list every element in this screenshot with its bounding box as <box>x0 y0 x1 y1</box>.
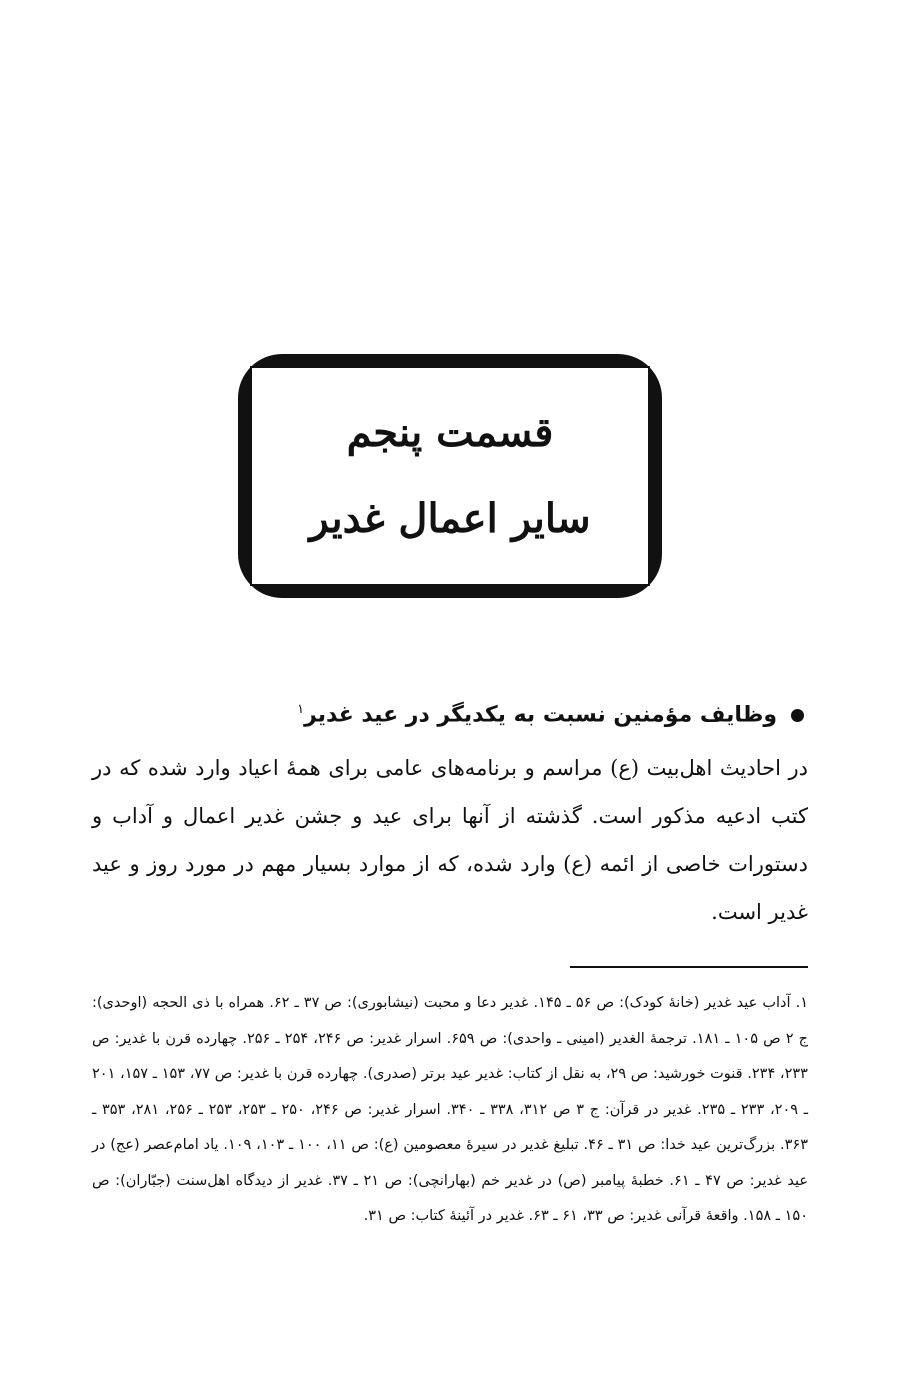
footnote-text: ۱. آداب عید غدیر (خانهٔ کودک): ص ۵۶ ـ ۱۴۵. غدیر دعا و محبت (نیشابوری): ص ۳۷ ـ ۶۲. همراه با ذی الحجه (اوحدی): ج ۲ ص ۱۰۵ ـ ۱۸۱. ترجمهٔ الغدیر (امینی ـ واحدی): ص ۶۵۹. اسرار غدیر: ص ۲۴۶، ۲۵۴ ـ ۲۵۶. چهارده قرن با غدیر: ص ۲۳۳، ۲۳۴. قنوت خورشید: ص ۲۹، به نقل از کتاب: غدیر عید برتر (صدری). چهارده قرن با غدیر: ص ۷۷، ۱۵۳ ـ ۱۵۷، ۲۰۱ ـ ۲۰۹، ۲۳۳ ـ ۲۳۵. غدیر در قرآن: ج ۳ ص ۳۱۲، ۳۳۸ ـ ۳۴۰. اسرار غدیر: ص ۲۴۶، ۲۵۰ ـ ۲۵۳، ۲۵۳ ـ ۲۵۶، ۲۸۱، ۳۵۳ ـ ۳۶۳. بزرگ‌ترین عید خدا: ص ۳۱ ـ ۴۶. تبلیغ غدیر در سیرهٔ معصومین (ع): ص ۱۱، ۱۰۰ ـ ۱۰۳، ۱۰۹. یاد امام‌عصر (عج) در عید غدیر: ص ۴۷ ـ ۶۱. خطبهٔ پیامبر (ص) در غدیر خم (بهارانچی): ص ۲۱ ـ ۳۷. غدیر از دیدگاه اهل‌سنت (جبّاران): ص ۱۵۰ ـ ۱۵۸. واقعهٔ قرآنی غدیر: ص ۳۳، ۶۱ ـ ۶۳. غدیر در آئینهٔ کتاب: ص ۳۱. <box>92 995 809 1224</box>
body-paragraph: در احادیث اهل‌بیت (ع) مراسم و برنامه‌های عامی برای همهٔ اعیاد وارد شده که در کتب ادعیه مذکور است. گذشته از آنها برای عید و جشن غدیر اعمال و آداب و دستورات خاصی از ائمه (ع) وارد شده، که از موارد بسیار مهم در مورد روز و عید غدیر است. <box>92 756 808 924</box>
bullet-icon <box>791 709 804 722</box>
footnote-divider <box>570 966 808 968</box>
footnote-reference: ۱ <box>297 702 305 717</box>
part-subject-title: سایر اعمال غدیر <box>309 495 591 542</box>
part-title-box <box>238 354 662 598</box>
section-heading-text: وظایف مؤمنین نسبت به یکدیگر در عید غدیر <box>304 702 777 728</box>
part-title-inner <box>250 366 650 586</box>
section-heading <box>104 702 804 727</box>
part-number-title: قسمت پنجم <box>346 409 554 456</box>
